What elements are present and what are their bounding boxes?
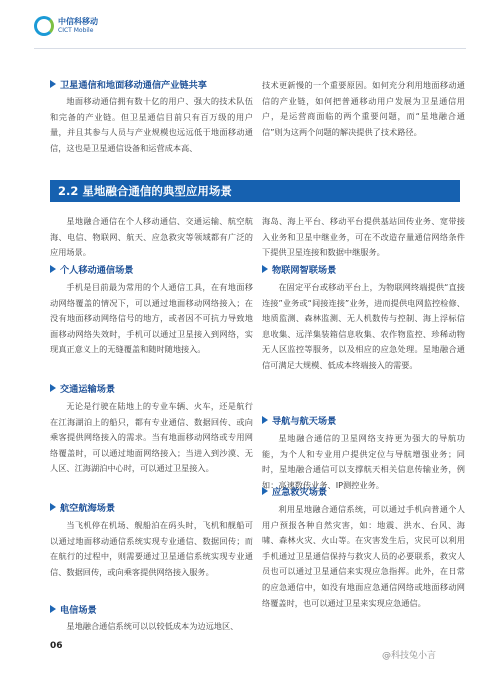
- paragraph-personal-mobile: 手机是目前最为常用的个人通信工具，在有地面移动网络覆盖的情况下，可以通过地面移动网络接入；在没有地面移动网络信号的地方，或者因不可抗力导致地面移动网络失效时，手机可以通过卫星接入到网络，实现真正意义上的无缝覆盖和随时随地接入。: [50, 282, 253, 355]
- subheading-navigation-aerospace: 导航与航天场景: [262, 415, 336, 429]
- bullet-triangle-icon: [262, 416, 268, 424]
- subheading-aviation-maritime: 航空航海场景: [50, 502, 115, 516]
- paragraph-navigation-aerospace: 星地融合通信的卫星网络支持更为强大的导航功能，为个人和专业用户提供定位与导航增强业务；同时，星地融合通信可以支撑航天相关信息传输业务，例如：高速数传业务、IP测控业务。: [262, 433, 465, 490]
- bullet-triangle-icon: [50, 384, 56, 392]
- paragraph-industry-left: 地面移动通信拥有数十亿的用户、强大的技术队伍和完备的产业链。但卫星通信目前只有百万级的用户量，并且其参与人员与产业规模也远远低于地面移动通信，这也是卫星通信设备和运营成本高、: [50, 96, 253, 153]
- paragraph-telecom-continued: 海岛、海上平台、移动平台提供基站回传业务、宽带接入业务和卫星中继业务，可在不改造存量通信网络条件下提供卫星连接和数据中继服务。: [262, 216, 465, 258]
- bullet-triangle-icon: [50, 265, 56, 273]
- paragraph-aviation-maritime: 当飞机停在机场、舰船泊在码头时，飞机和舰船可以通过地面移动通信系统实现专业通信、数据回传；而在航行的过程中，则需要通过卫星通信系统实现专业通信、数据回传，或向乘客提供网络接入服务。: [50, 520, 253, 577]
- bullet-triangle-icon: [262, 487, 268, 495]
- header-divider: [34, 48, 466, 49]
- logo-text-en: CICT Mobile: [58, 27, 94, 34]
- section-title-bar: [50, 180, 460, 202]
- bullet-triangle-icon: [50, 605, 56, 613]
- paragraph-intro: 星地融合通信在个人移动通信、交通运输、航空航海、电信、物联网、航天、应急救灾等领域都有广泛的应用场景。: [50, 216, 253, 258]
- bullet-triangle-icon: [50, 80, 56, 88]
- paragraph-telecom: 星地融合通信系统可以以较低成本为边远地区、: [66, 621, 239, 631]
- company-logo: [34, 14, 144, 44]
- page-number: 06: [50, 641, 63, 651]
- logo-text-cn: 中信科移动: [58, 17, 98, 26]
- bullet-triangle-icon: [50, 503, 56, 511]
- bullet-triangle-icon: [262, 265, 268, 273]
- subheading-personal-mobile: 个人移动通信场景: [50, 264, 134, 278]
- paragraph-emergency: 利用星地融合通信系统，可以通过手机向普通个人用户预报各种自然灾害，如：地震、洪水、台风、海啸、森林火灾、火山等。在灾害发生后，灾民可以利用手机通过卫星通信保持与救灾人员的必要联系，救灾人员也可以通过卫星通信来实现应急指挥。此外，在日常的应急通信中，如没有地面应急通信网络或地面移动网络覆盖时，也可以通过卫星来实现应急通信。: [262, 504, 465, 608]
- paragraph-transport: 无论是行驶在陆地上的专业车辆、火车，还是航行在江海湖泊上的船只，都有专业通信、数据回传、或向乘客提供网络接入的需求。当有地面移动网络或专用网络覆盖时，可以通过地面网络接入；当进入到沙漠、无人区、江海湖泊中心时，可以通过卫星接入。: [50, 401, 253, 474]
- subheading-emergency: 应急救灾场景: [262, 486, 327, 500]
- subheading-telecom: 电信场景: [50, 604, 97, 618]
- subheading-satellite-industry: 卫星通信和地面移动通信产业链共享: [50, 79, 207, 93]
- subheading-iot: 物联网智联场景: [262, 264, 336, 278]
- logo-mark-icon: [34, 16, 54, 36]
- section-title: 2.2 星地融合通信的典型应用场景: [58, 184, 232, 198]
- paragraph-industry-right: 技术更新慢的一个重要原因。如何充分利用地面移动通信的产业链，如何把普通移动用户发展为卫星通信用户，是运营商面临的两个重要问题，而“星地融合通信”则为这两个问题的解决提供了技术路径。: [262, 80, 465, 137]
- watermark: @科技兔小言: [382, 651, 437, 661]
- subheading-transport: 交通运输场景: [50, 383, 115, 397]
- paragraph-iot: 在固定平台或移动平台上，为物联网终端提供“直接连接”业务或“间接连接”业务，进而提供电网监控检修、地质监测、森林监测、无人机数传与控制、海上浮标信息收集、远洋集装箱信息收集、农作物监控、珍稀动物无人区监控等服务，以及相应的应急处理。星地融合通信可满足大规模、低成本终端接入的需要。: [262, 282, 465, 370]
